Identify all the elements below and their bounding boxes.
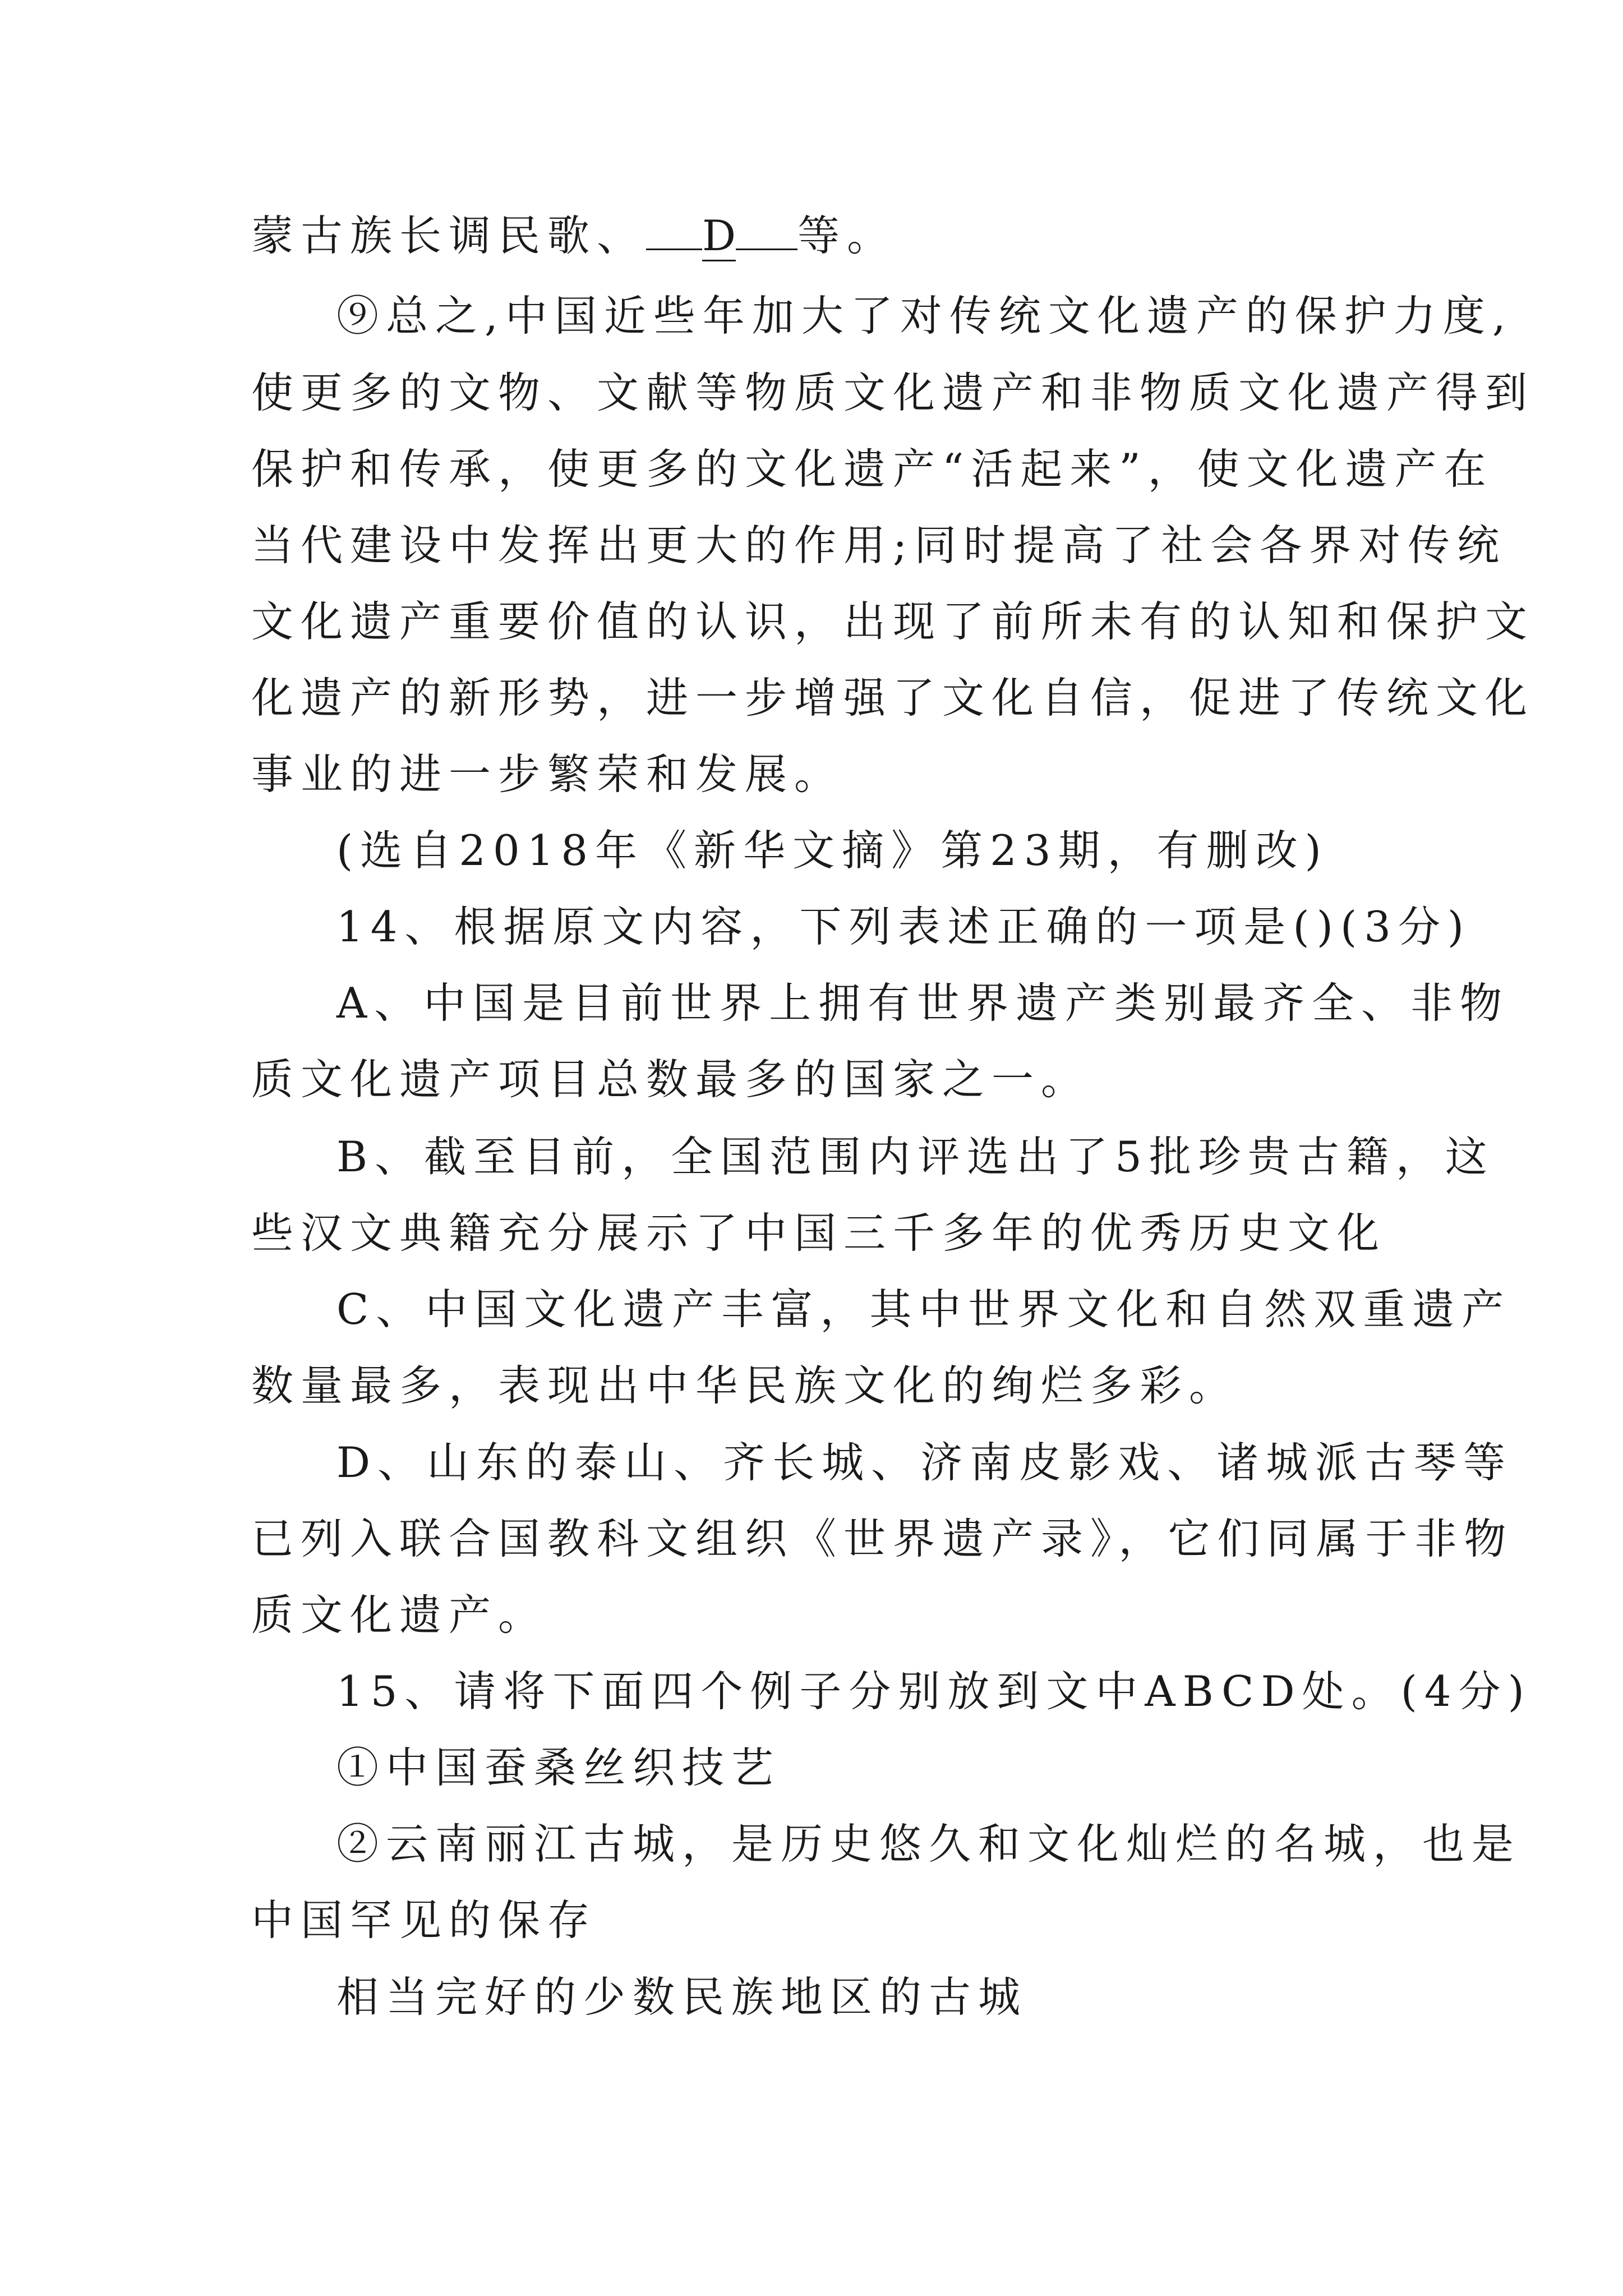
example-item-2-line-2: 中国罕见的保存 [251, 1895, 597, 1945]
fill-blank-left [646, 249, 702, 250]
question-14-stem: 14、根据原文内容，下列表述正确的一项是()(3分) [336, 902, 1472, 951]
question-15-stem: 15、请将下面四个例子分别放到文中ABCD处。(4分) [336, 1667, 1532, 1716]
paragraph-9-line-2: 使更多的文物、文献等物质文化遗产和非物质文化遗产得到 [251, 368, 1535, 417]
line-prefix: 蒙古族长调民歌、 [251, 211, 647, 260]
option-c-line-1: C、中国文化遗产丰富，其中世界文化和自然双重遗产 [336, 1285, 1511, 1334]
example-item-1: ①中国蚕桑丝织技艺 [336, 1743, 781, 1792]
option-b-line-1: B、截至目前，全国范围内评选出了5批珍贵古籍，这 [336, 1132, 1495, 1181]
paragraph-9-line-5: 文化遗产重要价值的认识，出现了前所未有的认知和保护文 [251, 597, 1535, 646]
paragraph-9-line-6: 化遗产的新形势，进一步增强了文化自信，促进了传统文化 [251, 673, 1535, 723]
fill-blank-letter: D [702, 211, 736, 260]
option-a-line-1: A、中国是目前世界上拥有世界遗产类别最齐全、非物 [336, 978, 1510, 1028]
fill-blank-right [736, 249, 797, 250]
option-d-line-2: 已列入联合国教科文组织《世界遗产录》，它们同属于非物 [251, 1514, 1514, 1563]
paragraph-9-line-3: 保护和传承，使更多的文化遗产“活起来”，使文化遗产在 [251, 444, 1493, 494]
option-a-line-2: 质文化遗产项目总数最多的国家之一。 [251, 1055, 1091, 1104]
line-suffix: 等。 [797, 211, 897, 260]
example-item-2-line-1: ②云南丽江古城，是历史悠久和文化灿烂的名城，也是 [336, 1819, 1521, 1869]
text-line-continuation [251, 208, 896, 264]
example-item-2-line-3: 相当完好的少数民族地区的古城 [336, 1972, 1028, 2022]
source-citation: (选自2018年《新华文摘》第23期，有删改) [336, 826, 1329, 875]
option-d-line-1: D、山东的泰山、齐长城、济南皮影戏、诸城派古琴等 [336, 1438, 1513, 1487]
paragraph-9-line-7: 事业的进一步繁荣和发展。 [251, 749, 844, 799]
paragraph-9-line-1: ⑨总之,中国近些年加大了对传统文化遗产的保护力度, [336, 291, 1513, 341]
option-c-line-2: 数量最多，表现出中华民族文化的绚烂多彩。 [251, 1361, 1239, 1410]
paragraph-9-line-4: 当代建设中发挥出更大的作用;同时提高了社会各界对传统 [251, 521, 1507, 570]
option-d-line-3: 质文化遗产。 [251, 1590, 548, 1640]
option-b-line-2: 些汉文典籍充分展示了中国三千多年的优秀历史文化 [251, 1208, 1387, 1258]
